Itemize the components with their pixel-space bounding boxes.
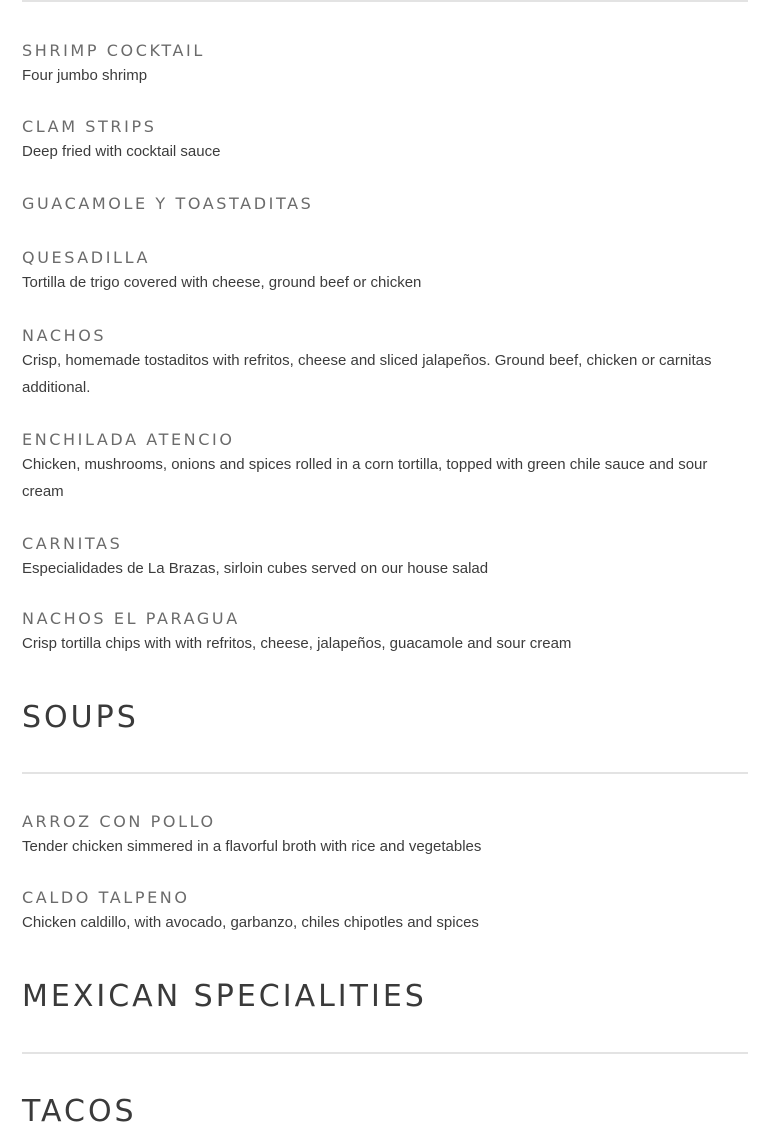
item-name: SHRIMP COCKTAIL bbox=[22, 41, 205, 60]
section-title-tacos: TACOS bbox=[22, 1093, 137, 1129]
item-description: Deep fried with cocktail sauce bbox=[22, 142, 221, 160]
menu-item bbox=[22, 116, 748, 166]
item-name: GUACAMOLE Y TOASTADITAS bbox=[22, 194, 314, 213]
menu-item bbox=[22, 247, 748, 297]
menu-item bbox=[22, 40, 748, 90]
item-name: NACHOS EL PARAGUA bbox=[22, 609, 240, 628]
menu bbox=[22, 0, 748, 1132]
item-description: Crisp tortilla chips with with refritos, cheese, jalapeños, guacamole and sour cream bbox=[22, 635, 572, 652]
menu-item bbox=[22, 887, 748, 937]
item-name: NACHOS bbox=[22, 325, 107, 345]
item-description: Crisp, homemade tostaditos with refritos, cheese and sliced jalapeños. Ground beef, chicken or carnitas additional. bbox=[22, 351, 712, 396]
item-description: Tortilla de trigo covered with cheese, ground beef or chicken bbox=[22, 274, 422, 291]
item-name: ARROZ CON POLLO bbox=[22, 811, 216, 831]
item-description: Tender chicken simmered in a flavorful broth with rice and vegetables bbox=[22, 837, 482, 855]
menu-item bbox=[22, 533, 748, 583]
menu-item bbox=[22, 608, 748, 658]
menu-item bbox=[22, 429, 748, 506]
menu-item bbox=[22, 811, 748, 861]
item-name: QUESADILLA bbox=[22, 248, 150, 267]
section-title-soups: SOUPS bbox=[22, 699, 139, 735]
item-name: ENCHILADA ATENCIO bbox=[22, 429, 235, 449]
menu-item bbox=[22, 325, 748, 402]
item-description: Chicken, mushrooms, onions and spices rolled in a corn tortilla, topped with green chile sauce and sour cream bbox=[22, 455, 708, 500]
menu-item bbox=[22, 193, 748, 215]
item-description: Chicken caldillo, with avocado, garbanzo, chiles chipotles and spices bbox=[22, 914, 479, 931]
item-name: CARNITAS bbox=[22, 533, 123, 553]
item-description: Four jumbo shrimp bbox=[22, 67, 148, 84]
item-name: CALDO TALPENO bbox=[22, 888, 190, 907]
item-description: Especialidades de La Brazas, sirloin cubes served on our house salad bbox=[22, 559, 489, 577]
section-title-mexican-specialities: MEXICAN SPECIALITIES bbox=[22, 978, 427, 1014]
item-name: CLAM STRIPS bbox=[22, 116, 157, 136]
